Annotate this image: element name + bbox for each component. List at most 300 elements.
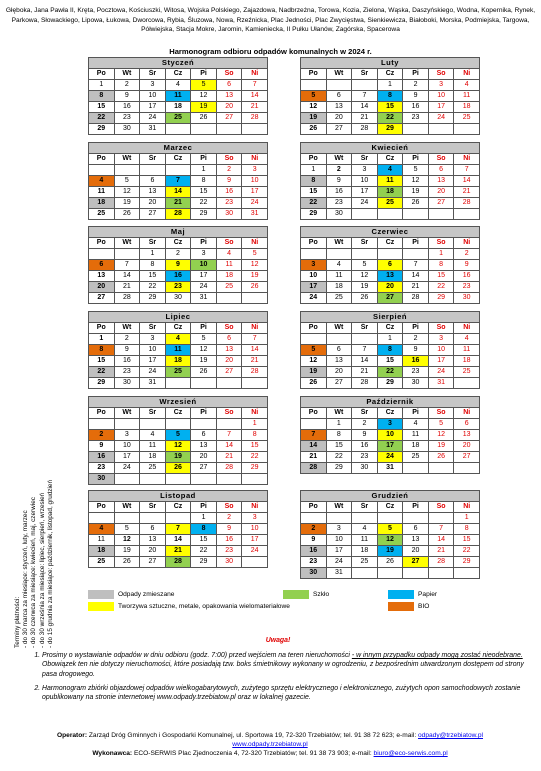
day-cell xyxy=(114,419,140,430)
day-cell xyxy=(454,463,480,474)
day-cell: 1 xyxy=(89,334,115,345)
weekday-header: Ni xyxy=(454,408,480,419)
day-cell: 2 xyxy=(89,430,115,441)
day-cell: 1 xyxy=(191,165,217,176)
weekday-header: So xyxy=(428,69,454,80)
day-cell: 15 xyxy=(326,441,352,452)
day-cell xyxy=(403,513,429,524)
footer xyxy=(20,731,520,759)
day-cell: 30 xyxy=(403,378,429,389)
weekday-header: Cz xyxy=(377,154,403,165)
day-cell: 10 xyxy=(377,430,403,441)
day-cell: 28 xyxy=(165,557,191,568)
swatch-green xyxy=(283,590,309,599)
day-cell: 18 xyxy=(165,356,191,367)
day-cell: 16 xyxy=(301,546,327,557)
weekday-header: Śr xyxy=(352,238,378,249)
day-cell: 6 xyxy=(140,524,166,535)
weekday-header: So xyxy=(216,154,242,165)
day-cell: 24 xyxy=(114,463,140,474)
payment-terms-heading: Terminy płatności: xyxy=(14,596,21,648)
day-cell: 17 xyxy=(428,102,454,113)
day-cell: 7 xyxy=(114,260,140,271)
day-cell: 30 xyxy=(216,209,242,220)
weekday-header: So xyxy=(216,323,242,334)
day-cell: 24 xyxy=(301,293,327,304)
weekday-header: So xyxy=(216,69,242,80)
day-cell: 5 xyxy=(242,249,268,260)
weekday-header: Pi xyxy=(191,502,217,513)
day-cell: 29 xyxy=(242,463,268,474)
day-cell: 23 xyxy=(301,557,327,568)
day-cell: 17 xyxy=(191,271,217,282)
weekday-header: Pi xyxy=(191,238,217,249)
day-cell: 13 xyxy=(216,345,242,356)
day-cell: 3 xyxy=(301,260,327,271)
day-cell: 4 xyxy=(216,249,242,260)
day-cell xyxy=(216,293,242,304)
day-cell xyxy=(301,80,327,91)
day-cell xyxy=(403,209,429,220)
day-cell: 29 xyxy=(326,463,352,474)
weekday-header: So xyxy=(428,502,454,513)
day-cell: 7 xyxy=(352,345,378,356)
month-2 xyxy=(300,57,480,135)
payment-term-1: - do 30 marca za miesiące: styczeń, luty, marzec xyxy=(22,510,30,648)
month-6 xyxy=(300,226,480,304)
day-cell: 10 xyxy=(428,91,454,102)
weekday-header: Wt xyxy=(114,323,140,334)
day-cell: 27 xyxy=(140,557,166,568)
day-cell: 19 xyxy=(301,367,327,378)
day-cell: 10 xyxy=(140,345,166,356)
day-cell: 22 xyxy=(454,546,480,557)
day-cell: 30 xyxy=(89,474,115,485)
day-cell: 2 xyxy=(352,419,378,430)
day-cell xyxy=(377,209,403,220)
weekday-header: Po xyxy=(301,323,327,334)
day-cell: 18 xyxy=(216,271,242,282)
weekday-header: Wt xyxy=(326,502,352,513)
day-cell: 4 xyxy=(403,419,429,430)
day-cell: 16 xyxy=(454,271,480,282)
day-cell: 27 xyxy=(377,293,403,304)
day-cell: 27 xyxy=(428,198,454,209)
day-cell: 17 xyxy=(352,187,378,198)
day-cell: 24 xyxy=(140,367,166,378)
payment-term-2: - do 30 czerwca za miesiące: kwiecień, maj, czerwiec xyxy=(30,497,38,648)
day-cell: 14 xyxy=(242,345,268,356)
day-cell: 27 xyxy=(326,378,352,389)
day-cell: 12 xyxy=(377,535,403,546)
day-cell: 11 xyxy=(326,271,352,282)
weekday-header: So xyxy=(428,154,454,165)
day-cell: 18 xyxy=(326,282,352,293)
month-name: Listopad xyxy=(89,491,268,502)
day-cell: 2 xyxy=(216,513,242,524)
day-cell: 19 xyxy=(428,441,454,452)
day-cell: 24 xyxy=(428,367,454,378)
day-cell xyxy=(165,124,191,135)
day-cell: 20 xyxy=(140,546,166,557)
day-cell xyxy=(191,419,217,430)
day-cell: 9 xyxy=(403,345,429,356)
weekday-header: Wt xyxy=(326,323,352,334)
day-cell: 11 xyxy=(377,176,403,187)
day-cell: 16 xyxy=(403,356,429,367)
weekday-header: Po xyxy=(89,502,115,513)
day-cell: 11 xyxy=(165,345,191,356)
day-cell: 15 xyxy=(242,441,268,452)
weekday-header: Po xyxy=(89,408,115,419)
day-cell: 3 xyxy=(242,513,268,524)
day-cell: 5 xyxy=(403,165,429,176)
day-cell: 11 xyxy=(216,260,242,271)
day-cell: 19 xyxy=(377,546,403,557)
day-cell: 21 xyxy=(114,282,140,293)
day-cell xyxy=(454,124,480,135)
weekday-header: Śr xyxy=(352,408,378,419)
day-cell: 18 xyxy=(403,441,429,452)
day-cell: 6 xyxy=(216,80,242,91)
month-name: Sierpień xyxy=(301,312,480,323)
day-cell: 3 xyxy=(428,80,454,91)
weekday-header: Ni xyxy=(242,408,268,419)
weekday-header: Po xyxy=(301,69,327,80)
day-cell: 22 xyxy=(242,452,268,463)
day-cell xyxy=(301,419,327,430)
day-cell: 24 xyxy=(242,546,268,557)
day-cell: 7 xyxy=(242,80,268,91)
day-cell: 8 xyxy=(191,524,217,535)
day-cell: 2 xyxy=(403,80,429,91)
day-cell xyxy=(242,378,268,389)
day-cell: 24 xyxy=(326,557,352,568)
day-cell: 5 xyxy=(114,176,140,187)
day-cell: 23 xyxy=(454,282,480,293)
day-cell: 11 xyxy=(403,430,429,441)
day-cell: 4 xyxy=(326,260,352,271)
day-cell: 8 xyxy=(377,345,403,356)
day-cell: 21 xyxy=(165,546,191,557)
day-cell: 28 xyxy=(242,367,268,378)
day-cell: 12 xyxy=(403,176,429,187)
day-cell xyxy=(326,334,352,345)
day-cell: 20 xyxy=(403,546,429,557)
weekday-header: Po xyxy=(89,238,115,249)
street-list: Głęboka, Jana Pawła II, Kręta, Pocztowa, Kościuszki, Witosa, Wojska Polskiego, Zajazdowa, Nadbrzeżna, Torowa, Kozia, Zielona, Wąska, Daszyńskiego, Wodna, Kopernika, Rynek, Parkowa, Słowackiego, Lipowa, Łukowa, Dworcowa, Rybia, Śluzowa, Nowa, Rzeźnicka, Plac Jedności, Plac Zwycięstwa, Sienkiewicza, Białoboki, Morska, Podmiejska, Targowa, Półwiejska, Stacja Mokre, Jaromin, Kamienieckа, II Pułku Ułanów, Zagórska, Spacerowa xyxy=(5,7,536,34)
weekday-header: Wt xyxy=(114,502,140,513)
day-cell: 15 xyxy=(428,271,454,282)
day-cell: 19 xyxy=(191,356,217,367)
day-cell: 8 xyxy=(242,430,268,441)
day-cell: 9 xyxy=(301,535,327,546)
day-cell: 16 xyxy=(114,102,140,113)
weekday-header: So xyxy=(428,408,454,419)
day-cell: 10 xyxy=(352,176,378,187)
swatch-yellow xyxy=(88,602,114,611)
day-cell: 17 xyxy=(140,356,166,367)
day-cell: 22 xyxy=(191,546,217,557)
month-1 xyxy=(88,57,268,135)
day-cell: 25 xyxy=(403,452,429,463)
day-cell: 16 xyxy=(403,102,429,113)
weekday-header: Śr xyxy=(140,238,166,249)
day-cell xyxy=(428,209,454,220)
day-cell: 30 xyxy=(301,568,327,579)
day-cell: 16 xyxy=(216,187,242,198)
day-cell: 5 xyxy=(377,524,403,535)
payment-term-4: - do 15 grudnia za miesiące: październik, listopad, grudzień xyxy=(46,479,54,648)
day-cell: 25 xyxy=(165,367,191,378)
day-cell: 3 xyxy=(140,80,166,91)
day-cell: 7 xyxy=(165,176,191,187)
weekday-header: Po xyxy=(301,408,327,419)
day-cell: 29 xyxy=(89,378,115,389)
day-cell xyxy=(89,513,115,524)
day-cell: 31 xyxy=(326,568,352,579)
day-cell: 31 xyxy=(140,378,166,389)
month-name: Kwiecień xyxy=(301,143,480,154)
day-cell: 1 xyxy=(377,80,403,91)
day-cell: 23 xyxy=(403,367,429,378)
day-cell: 30 xyxy=(114,124,140,135)
day-cell: 20 xyxy=(191,452,217,463)
day-cell: 30 xyxy=(216,557,242,568)
day-cell: 15 xyxy=(301,187,327,198)
day-cell: 9 xyxy=(114,91,140,102)
day-cell: 8 xyxy=(140,260,166,271)
day-cell: 31 xyxy=(428,378,454,389)
day-cell: 14 xyxy=(165,187,191,198)
day-cell: 18 xyxy=(377,187,403,198)
day-cell: 2 xyxy=(216,165,242,176)
day-cell: 26 xyxy=(301,124,327,135)
weekday-header: Wt xyxy=(326,69,352,80)
weekday-header: Ni xyxy=(454,69,480,80)
month-name: Grudzień xyxy=(301,491,480,502)
day-cell: 2 xyxy=(114,334,140,345)
day-cell: 16 xyxy=(89,452,115,463)
day-cell: 29 xyxy=(140,293,166,304)
day-cell: 8 xyxy=(377,91,403,102)
day-cell: 12 xyxy=(428,430,454,441)
weekday-header: Cz xyxy=(377,323,403,334)
day-cell: 14 xyxy=(454,176,480,187)
weekday-header: Pi xyxy=(403,502,429,513)
day-cell: 26 xyxy=(242,282,268,293)
day-cell: 30 xyxy=(352,463,378,474)
day-cell: 19 xyxy=(114,546,140,557)
day-cell: 22 xyxy=(140,282,166,293)
day-cell: 1 xyxy=(428,249,454,260)
day-cell: 20 xyxy=(216,356,242,367)
day-cell: 1 xyxy=(326,419,352,430)
day-cell: 4 xyxy=(89,524,115,535)
day-cell: 11 xyxy=(352,535,378,546)
day-cell: 6 xyxy=(89,260,115,271)
weekday-header: Ni xyxy=(454,154,480,165)
day-cell: 10 xyxy=(191,260,217,271)
contractor-email-link[interactable]: biuro@eco-serwis.com.pl xyxy=(373,750,448,758)
day-cell: 2 xyxy=(114,80,140,91)
day-cell xyxy=(377,568,403,579)
day-cell: 12 xyxy=(114,535,140,546)
day-cell: 19 xyxy=(242,271,268,282)
day-cell: 22 xyxy=(377,367,403,378)
day-cell: 13 xyxy=(89,271,115,282)
day-cell: 12 xyxy=(114,187,140,198)
day-cell: 12 xyxy=(301,102,327,113)
day-cell: 24 xyxy=(428,113,454,124)
day-cell: 10 xyxy=(140,91,166,102)
weekday-header: Śr xyxy=(140,502,166,513)
day-cell: 25 xyxy=(89,209,115,220)
day-cell: 6 xyxy=(191,430,217,441)
day-cell: 28 xyxy=(352,124,378,135)
day-cell: 18 xyxy=(352,546,378,557)
day-cell: 18 xyxy=(89,198,115,209)
weekday-header: Śr xyxy=(352,69,378,80)
day-cell: 3 xyxy=(242,165,268,176)
weekday-header: Ni xyxy=(242,69,268,80)
day-cell: 11 xyxy=(165,91,191,102)
month-7 xyxy=(88,311,268,389)
weekday-header: Wt xyxy=(326,408,352,419)
day-cell xyxy=(89,419,115,430)
weekday-header: Śr xyxy=(352,502,378,513)
day-cell xyxy=(140,165,166,176)
day-cell xyxy=(242,293,268,304)
day-cell: 3 xyxy=(326,524,352,535)
weekday-header: Cz xyxy=(377,502,403,513)
day-cell: 1 xyxy=(89,80,115,91)
day-cell: 29 xyxy=(191,209,217,220)
day-cell xyxy=(403,568,429,579)
day-cell: 19 xyxy=(165,452,191,463)
day-cell: 11 xyxy=(454,345,480,356)
day-cell: 6 xyxy=(326,345,352,356)
day-cell: 28 xyxy=(242,113,268,124)
day-cell: 1 xyxy=(140,249,166,260)
day-cell: 9 xyxy=(216,176,242,187)
day-cell xyxy=(216,124,242,135)
weekday-header: Cz xyxy=(165,323,191,334)
day-cell: 12 xyxy=(352,271,378,282)
day-cell: 28 xyxy=(114,293,140,304)
operator-website-link[interactable]: www.odpady.trzebiatow.pl xyxy=(232,741,308,749)
day-cell xyxy=(326,249,352,260)
note-1: 1. Prosimy o wystawianie odpadów w dniu odbioru (godz. 7:00) przed wejściem na teren nieruchomości - w innym przypadku odpady mogą zostać nieodebrane. Obowiązek ten nie dotyczy nieruchomości, które posiadają tzw. boks śmietnikowy wykonany w ogrodzeniu, z bezpośrednim utwardzonym dostępem od strony pasa drogowego. xyxy=(42,651,528,679)
day-cell: 1 xyxy=(191,513,217,524)
day-cell: 13 xyxy=(454,430,480,441)
weekday-header: Ni xyxy=(454,238,480,249)
weekday-header: So xyxy=(216,238,242,249)
month-name: Maj xyxy=(89,227,268,238)
day-cell: 12 xyxy=(242,260,268,271)
day-cell: 2 xyxy=(165,249,191,260)
day-cell: 22 xyxy=(191,198,217,209)
day-cell: 21 xyxy=(216,452,242,463)
day-cell xyxy=(428,513,454,524)
day-cell: 26 xyxy=(114,209,140,220)
day-cell: 4 xyxy=(454,334,480,345)
day-cell xyxy=(352,209,378,220)
weekday-header: Wt xyxy=(114,69,140,80)
day-cell: 13 xyxy=(326,356,352,367)
weekday-header: Cz xyxy=(377,408,403,419)
day-cell: 16 xyxy=(165,271,191,282)
day-cell: 22 xyxy=(301,198,327,209)
day-cell: 6 xyxy=(403,524,429,535)
day-cell xyxy=(352,334,378,345)
day-cell: 27 xyxy=(454,452,480,463)
day-cell: 31 xyxy=(377,463,403,474)
day-cell: 17 xyxy=(326,546,352,557)
day-cell: 6 xyxy=(326,91,352,102)
day-cell: 10 xyxy=(114,441,140,452)
day-cell: 4 xyxy=(454,80,480,91)
day-cell: 9 xyxy=(165,260,191,271)
month-name: Lipiec xyxy=(89,312,268,323)
day-cell: 18 xyxy=(89,546,115,557)
day-cell: 21 xyxy=(352,113,378,124)
day-cell: 26 xyxy=(352,293,378,304)
day-cell: 15 xyxy=(454,535,480,546)
weekday-header: So xyxy=(428,238,454,249)
day-cell: 18 xyxy=(165,102,191,113)
month-name: Wrzesień xyxy=(89,397,268,408)
day-cell: 19 xyxy=(301,113,327,124)
day-cell: 10 xyxy=(242,176,268,187)
day-cell: 16 xyxy=(326,187,352,198)
day-cell xyxy=(242,124,268,135)
day-cell: 18 xyxy=(454,102,480,113)
weekday-header: Cz xyxy=(165,154,191,165)
swatch-blue xyxy=(388,590,414,599)
notes-heading: Uwaga! xyxy=(265,637,291,644)
day-cell: 14 xyxy=(242,91,268,102)
day-cell: 26 xyxy=(377,557,403,568)
day-cell: 14 xyxy=(165,535,191,546)
operator-email-link[interactable]: odpady@trzebiatow.pl xyxy=(418,732,483,739)
weekday-header: Cz xyxy=(165,238,191,249)
day-cell: 28 xyxy=(454,198,480,209)
day-cell: 8 xyxy=(191,176,217,187)
day-cell: 4 xyxy=(377,165,403,176)
payment-terms xyxy=(4,188,64,648)
weekday-header: Ni xyxy=(242,502,268,513)
day-cell: 23 xyxy=(216,198,242,209)
day-cell: 21 xyxy=(165,198,191,209)
day-cell: 15 xyxy=(89,356,115,367)
swatch-gray xyxy=(88,590,114,599)
weekday-header: Po xyxy=(301,238,327,249)
day-cell: 13 xyxy=(428,176,454,187)
weekday-header: Pi xyxy=(403,154,429,165)
day-cell: 3 xyxy=(140,334,166,345)
day-cell: 23 xyxy=(89,463,115,474)
day-cell: 18 xyxy=(454,356,480,367)
day-cell: 14 xyxy=(352,356,378,367)
day-cell: 17 xyxy=(114,452,140,463)
month-3 xyxy=(88,142,268,220)
day-cell: 13 xyxy=(140,187,166,198)
day-cell: 20 xyxy=(140,198,166,209)
month-10 xyxy=(300,396,480,474)
month-name: Październik xyxy=(301,397,480,408)
month-name: Czerwiec xyxy=(301,227,480,238)
